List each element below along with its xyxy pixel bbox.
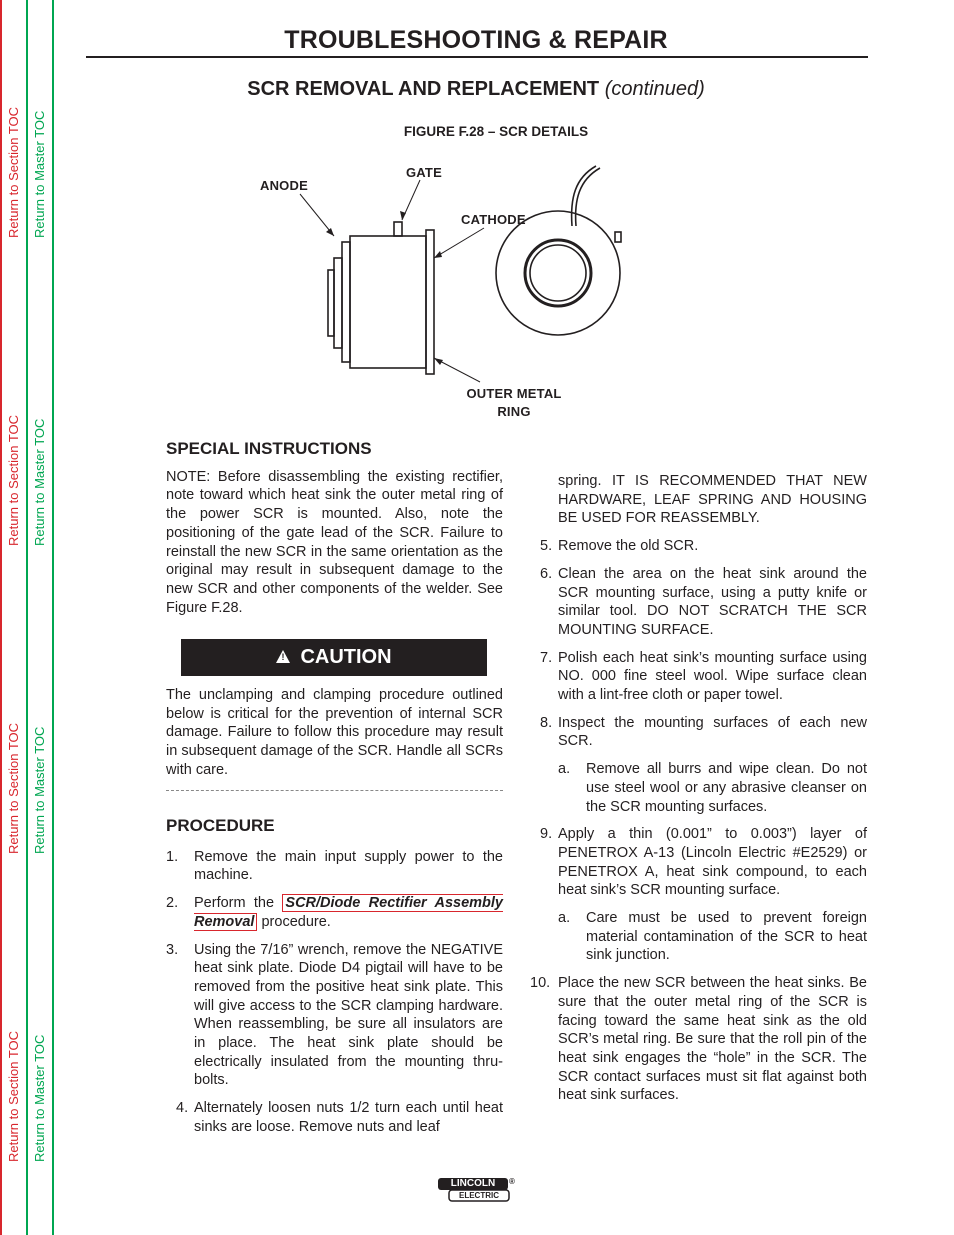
- procedure-step-8: [530, 714, 867, 751]
- step-text: Inspect the mounting surfaces of each new SCR.: [558, 714, 867, 750]
- procedure-step-8a: [530, 760, 867, 816]
- procedure-step-2: [166, 894, 503, 931]
- anode-label: ANODE: [260, 178, 308, 193]
- step-number: 2.: [166, 895, 179, 912]
- scr-details-figure: [230, 158, 650, 428]
- step-text: Remove the main input supply power to the machine.: [194, 848, 503, 884]
- return-to-section-toc-link[interactable]: Return to Section TOC: [6, 414, 21, 546]
- title-rule: [86, 56, 868, 58]
- special-instructions-heading: SPECIAL INSTRUCTIONS: [166, 439, 372, 458]
- step-text: Clean the area on the heat sink around the SCR mounting surface, using a putty knife or similar tool. DO NOT SCRATCH THE SCR MOUNTING SURFACE.: [558, 565, 867, 638]
- caution-banner: [181, 639, 487, 676]
- step-number: 1.: [166, 848, 179, 865]
- step-text: Place the new SCR between the heat sinks. Be sure that the outer metal ring of the SCR is facing toward the same heat sink as the old SCR’s metal ring. Be sure that the roll pin of the heat sink engages the “hole” in the SCR. The SCR contact surfaces must sit flat against both heat sink surfaces.: [558, 975, 867, 1104]
- logo-bottom-text: ELECTRIC: [459, 1191, 499, 1200]
- outer-metal-ring-label-line2: RING: [497, 404, 531, 419]
- sidebar-green-rule-right: [52, 0, 54, 1235]
- step-number: a.: [558, 910, 571, 927]
- lincoln-electric-logo: [437, 1177, 517, 1203]
- procedure-step-10: [530, 974, 867, 1105]
- special-instructions-note: NOTE: Before disassembling the existing rectifier, note toward which heat sink the outer metal ring of the power SCR is mounted. Also, note the positioning of the gate lead of the SCR. Failure to reinstall the new SCR in the same orientation as the original may result in subsequent damage to the new SCR and other components of the welder. See Figure F.28.: [166, 468, 503, 616]
- procedure-heading: PROCEDURE: [166, 816, 275, 835]
- sidebar-red-rule: [0, 0, 2, 1235]
- return-to-master-toc-link[interactable]: Return to Master TOC: [32, 726, 47, 854]
- gate-label: GATE: [406, 165, 442, 180]
- cathode-label: CATHODE: [461, 212, 526, 227]
- procedure-step-5: [530, 537, 867, 556]
- step-text: Perform the: [194, 895, 275, 912]
- step-text: Apply a thin (0.001” to 0.003”) layer of PENETROX A-13 (Lincoln Electric #E2529) or PENETROX A, heat sink compound, to each heat sink’s SCR mounting surface.: [558, 826, 867, 899]
- step-text: Polish each heat sink’s mounting surface using NO. 000 fine steel wool. Wipe surface clean with a lint-free cloth or paper towel.: [558, 649, 867, 704]
- procedure-block: [166, 817, 503, 1137]
- logo-top-text: LINCOLN: [450, 1178, 496, 1189]
- procedure-step-4-continued: [530, 472, 867, 528]
- step-number: 5.: [540, 538, 553, 555]
- step-text: Remove all burrs and wipe clean. Do not use steel wool or any abrasive cleanser on the SCR mounting surfaces.: [586, 761, 867, 815]
- step-number: 7.: [540, 649, 553, 666]
- page-title: TROUBLESHOOTING & REPAIR: [284, 26, 668, 54]
- procedure-step-9a: [530, 909, 867, 965]
- step-text: Care must be used to prevent foreign material contamination of the SCR to heat sink junction.: [586, 910, 867, 964]
- return-to-section-toc-link[interactable]: Return to Section TOC: [6, 1030, 21, 1162]
- caution-text: The unclamping and clamping procedure outlined below is critical for the prevention of internal SCR damage. Failure to follow this procedure may result in subsequent damage of the SCR. Handle all SCRs with care.: [166, 687, 503, 778]
- step-text: Remove the old SCR.: [558, 538, 699, 555]
- dashed-divider: [166, 790, 503, 791]
- left-column: [166, 440, 503, 617]
- figure-caption: FIGURE F.28 – SCR DETAILS: [403, 124, 589, 139]
- step-number: 10.: [530, 975, 551, 992]
- procedure-step-6: [530, 565, 867, 640]
- warning-triangle-icon: !: [276, 650, 290, 663]
- step-number: 8.: [540, 714, 553, 731]
- return-to-section-toc-link[interactable]: Return to Section TOC: [6, 106, 21, 238]
- sidebar-green-rule: [26, 0, 28, 1235]
- caution-text-block: [166, 686, 503, 780]
- section-title-suffix: (continued): [604, 78, 705, 100]
- procedure-step-7: [530, 649, 867, 705]
- return-to-master-toc-link[interactable]: Return to Master TOC: [32, 1034, 47, 1162]
- procedure-step-3: [166, 941, 503, 1091]
- procedure-step-4: [166, 1099, 503, 1136]
- step-number: 4.: [176, 1100, 189, 1117]
- step-number: 9.: [540, 826, 553, 843]
- right-column: [530, 472, 867, 1105]
- return-to-master-toc-link[interactable]: Return to Master TOC: [32, 110, 47, 238]
- scr-diagram: [230, 158, 650, 428]
- procedure-step-1: [166, 848, 503, 885]
- section-title: [86, 78, 866, 101]
- outer-metal-ring-label: [462, 385, 566, 421]
- scr-diode-rectifier-removal-link[interactable]: SCR/Diode Rectifier Assembly Removal: [194, 895, 503, 930]
- section-title-text: SCR REMOVAL AND REPLACEMENT: [247, 78, 600, 100]
- registered-mark: ®: [509, 1177, 515, 1186]
- return-to-master-toc-link[interactable]: Return to Master TOC: [32, 418, 47, 546]
- step-text: Using the 7/16” wrench, remove the NEGATIVE heat sink plate. Diode D4 pigtail will have to be removed from the positive heat sink plate. This will give access to the SCR clamping hardware. When reassembling, be sure all insulators are in place. The heat sink plate should be electrically insulated from the mounting thru-bolts.: [194, 941, 503, 1089]
- step-number: a.: [558, 761, 571, 778]
- step-number: 3.: [166, 941, 179, 958]
- caution-label: CAUTION: [300, 646, 392, 668]
- step-text: spring. IT IS RECOMMENDED THAT NEW HARDWARE, LEAF SPRING AND HOUSING BE USED FOR REASSEMBLY.: [558, 473, 867, 527]
- sidebar: [0, 0, 54, 1235]
- step-number: 6.: [540, 565, 553, 582]
- step-text: Alternately loosen nuts 1/2 turn each until heat sinks are loose. Remove nuts and leaf: [194, 1100, 503, 1135]
- step-text: procedure.: [261, 913, 331, 930]
- return-to-section-toc-link[interactable]: Return to Section TOC: [6, 722, 21, 854]
- procedure-step-9: [530, 825, 867, 900]
- outer-metal-ring-label-line1: OUTER METAL: [466, 386, 562, 401]
